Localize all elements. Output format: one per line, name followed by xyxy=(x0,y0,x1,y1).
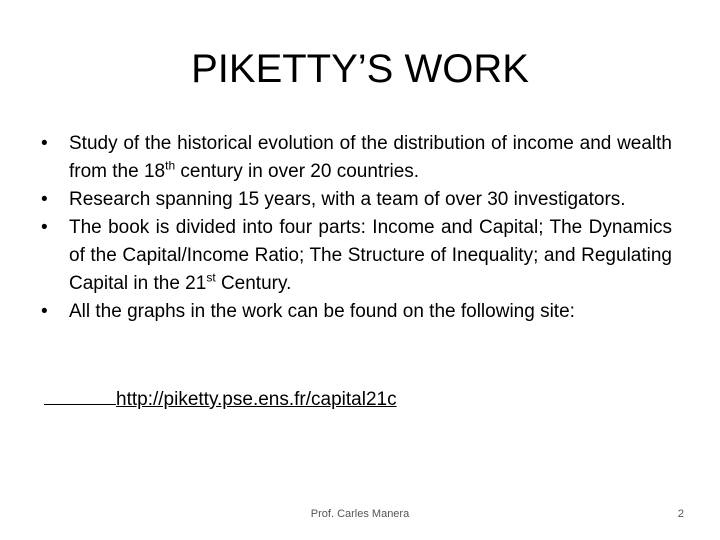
ordinal-suffix: st xyxy=(206,270,216,285)
page-number: 2 xyxy=(677,508,684,520)
bullet-marker: • xyxy=(41,133,48,154)
bullet-marker: • xyxy=(41,301,48,322)
bullet-item-history xyxy=(36,130,672,186)
slide-title: PIKETTY’S WORK xyxy=(191,47,529,91)
bullet-text: Study of the historical evolution of the distribution of income and wealth from the 18 xyxy=(69,133,672,182)
link-underline-lead xyxy=(44,384,116,405)
bullet-item-research xyxy=(36,186,672,214)
ordinal-suffix: th xyxy=(165,158,176,173)
bullet-text-tail: century in over 20 countries. xyxy=(175,161,420,182)
bullet-marker: • xyxy=(41,189,48,210)
footer-author: Prof. Carles Manera xyxy=(310,508,410,520)
bullet-text: The book is divided into four parts: Income and Capital; The Dynamics of the Capital/Income Ratio; The Structure of Inequality; and Regulating Capital in the 21 xyxy=(69,217,672,294)
bullet-text: Research spanning 15 years, with a team of over 30 investigators. xyxy=(69,189,626,210)
bullet-text-tail: Century. xyxy=(215,273,292,294)
capital21c-link[interactable]: http://piketty.pse.ens.fr/capital21c xyxy=(116,389,397,410)
bullet-text: All the graphs in the work can be found on the following site: xyxy=(69,301,575,322)
bullet-list xyxy=(36,130,672,326)
bullet-item-book-parts xyxy=(36,214,672,298)
bullet-marker: • xyxy=(41,217,48,238)
bullet-item-graphs xyxy=(36,298,672,326)
link-line xyxy=(44,384,397,414)
